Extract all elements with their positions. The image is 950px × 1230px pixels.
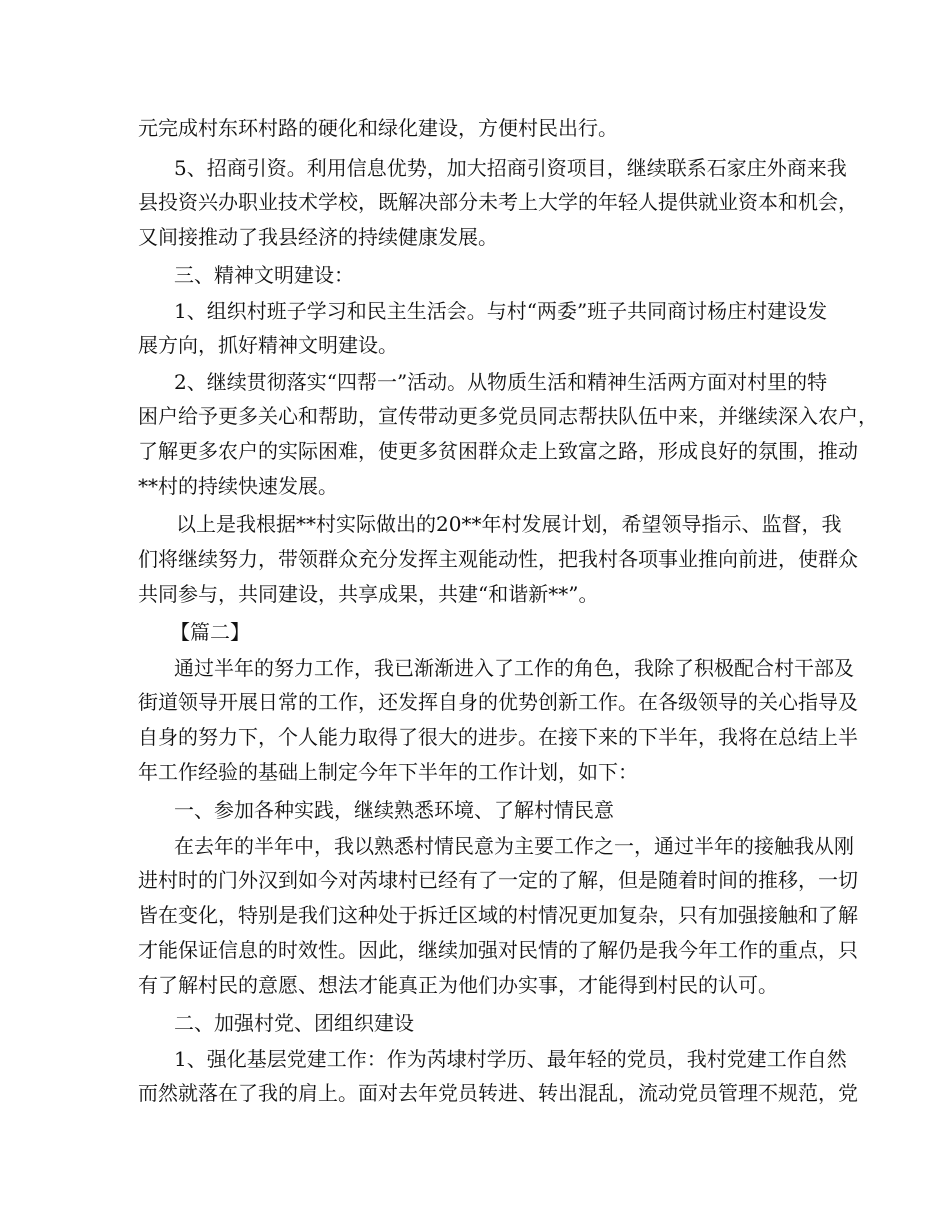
- text-line: 县投资兴办职业技术学校，既解决部分未考上大学的年轻人提供就业资本和机会，: [138, 190, 858, 214]
- section-heading: 一、参加各种实践，继续熟悉环境、了解村情民意: [174, 798, 614, 822]
- text-line: 进村时的门外汉到如今对芮埭村已经有了一定的了解，但是随着时间的推移，一切: [138, 868, 858, 892]
- text-line: 自身的努力下，个人能力取得了很大的进步。在接下来的下半年，我将在总结上半: [138, 725, 858, 749]
- text-line: 年工作经验的基础上制定今年下半年的工作计划，如下：: [138, 760, 638, 784]
- text-line: 以上是我根据**村实际做出的20**年村发展计划，希望领导指示、监督，我: [176, 512, 842, 536]
- section-heading: 【篇二】: [170, 620, 250, 644]
- text-line: 们将继续努力，带领群众充分发挥主观能动性，把我村各项事业推向前进，使群众: [138, 547, 858, 571]
- text-line: 1、组织村班子学习和民主生活会。与村“两委”班子共同商讨杨庄村建设发: [174, 299, 828, 323]
- text-line: 5、招商引资。利用信息优势，加大招商引资项目，继续联系石家庄外商来我: [174, 156, 847, 180]
- text-line: 共同参与，共同建设，共享成果，共建“和谐新**”。: [138, 582, 599, 606]
- text-line: 才能保证信息的时效性。因此，继续加强对民情的了解仍是我今年工作的重点，只: [138, 938, 858, 962]
- text-line: 2、继续贯彻落实“四帮一”活动。从物质生活和精神生活两方面对村里的特: [174, 370, 828, 394]
- text-line: 有了解村民的意愿、想法才能真正为他们办实事，才能得到村民的认可。: [138, 973, 778, 997]
- section-heading: 二、加强村党、团组织建设: [174, 1011, 414, 1035]
- text-line: **村的持续快速发展。: [138, 474, 338, 498]
- text-line: 元完成村东环村路的硬化和绿化建设，方便村民出行。: [138, 116, 618, 140]
- text-line: 在去年的半年中，我以熟悉村情民意为主要工作之一，通过半年的接触我从刚: [174, 834, 854, 858]
- text-line: 通过半年的努力工作，我已渐渐进入了工作的角色，我除了积极配合村干部及: [174, 656, 854, 680]
- text-line: 又间接推动了我县经济的持续健康发展。: [138, 225, 498, 249]
- section-heading: 三、精神文明建设：: [174, 263, 354, 287]
- text-line: 展方向，抓好精神文明建设。: [138, 333, 398, 357]
- text-line: 而然就落在了我的肩上。面对去年党员转进、转出混乱，流动党员管理不规范，党: [138, 1081, 858, 1105]
- text-line: 了解更多农户的实际困难，使更多贫困群众走上致富之路，形成良好的氛围，推动: [138, 439, 858, 463]
- text-line: 困户给予更多关心和帮助，宣传带动更多党员同志帮扶队伍中来，并继续深入农户，: [138, 404, 878, 428]
- text-line: 街道领导开展日常的工作，还发挥自身的优势创新工作。在各级领导的关心指导及: [138, 690, 858, 714]
- text-line: 1、强化基层党建工作：作为芮埭村学历、最年轻的党员，我村党建工作自然: [174, 1047, 847, 1071]
- text-line: 皆在变化，特别是我们这种处于拆迁区域的村情况更加复杂，只有加强接触和了解: [138, 903, 858, 927]
